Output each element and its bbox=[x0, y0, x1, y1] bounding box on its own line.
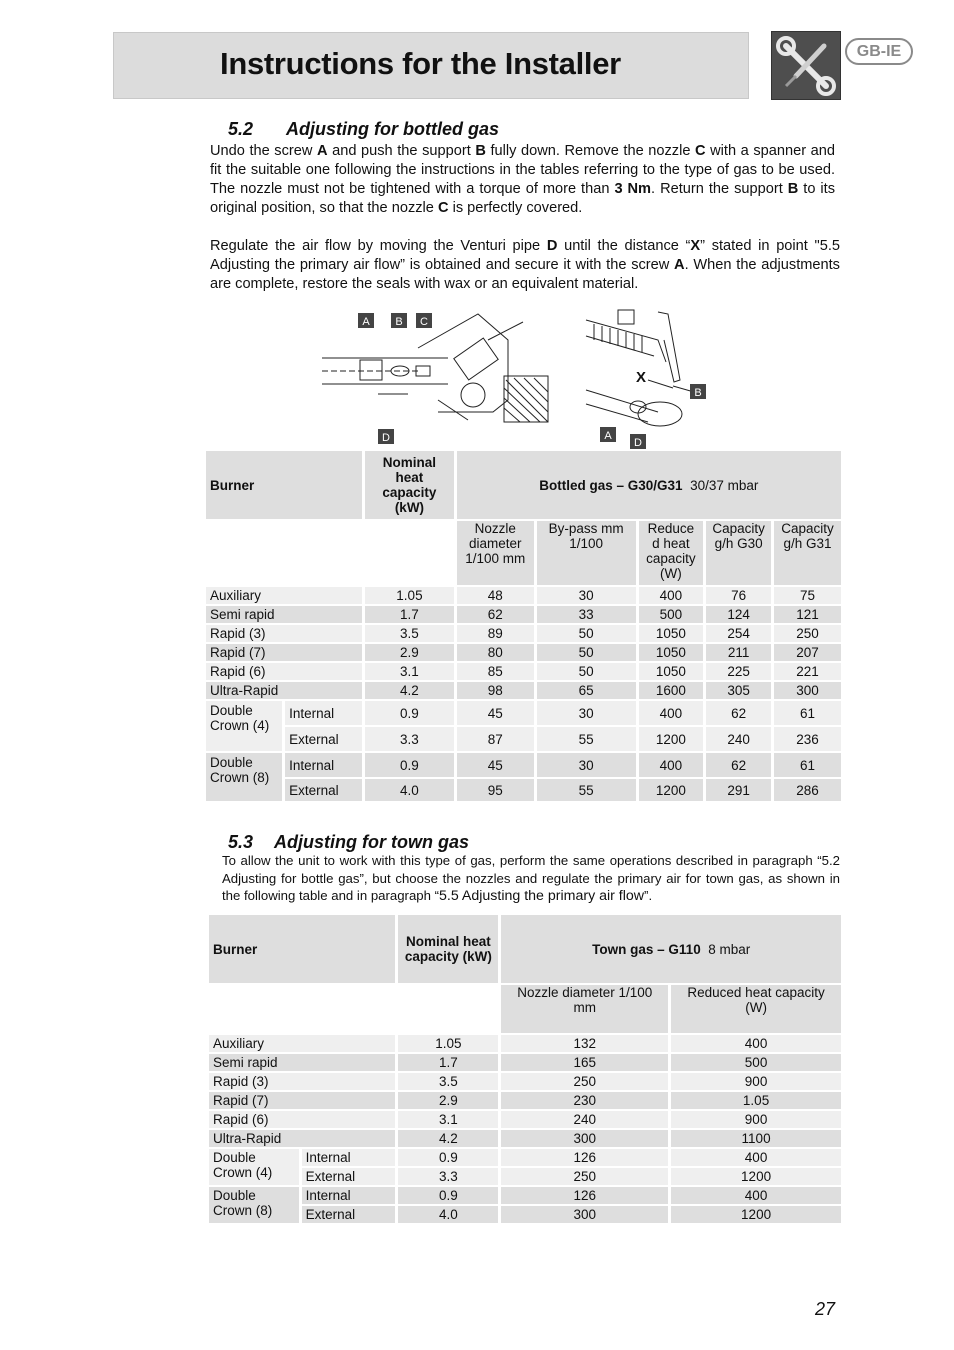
header-burner: Burner bbox=[209, 915, 395, 983]
table-row: Auxiliary 1.05 48 30 400 76 75 bbox=[206, 587, 841, 604]
section-5-2-heading bbox=[228, 119, 499, 140]
table-row: External 3.3 87 55 1200 240 236 bbox=[206, 727, 841, 751]
table-row: External 4.0 300 1200 bbox=[209, 1206, 841, 1223]
table-row: Rapid (3) 3.5 250 900 bbox=[209, 1073, 841, 1090]
table-row: Rapid (7) 2.9 230 1.05 bbox=[209, 1092, 841, 1109]
subheader-reduced: Reduced heat capacity (W) bbox=[671, 985, 841, 1033]
section-5-3-heading bbox=[228, 832, 469, 853]
subheader-g31: Capacity g/h G31 bbox=[774, 521, 841, 585]
table-row: External 3.3 250 1200 bbox=[209, 1168, 841, 1185]
header-band bbox=[113, 32, 749, 99]
section-number: 5.2 bbox=[228, 119, 254, 139]
header-nominal: Nominal heat capacity (kW) bbox=[398, 915, 498, 983]
header-nominal: Nominal heat capacity (kW) bbox=[365, 451, 453, 519]
paragraph-instructions-2: Regulate the air flow by moving the Venturi pipe D until the distance “X” stated in point "5.5 Adjusting the primary air flow” is obtained and secure it with the screw A. When the adjustments are complete, restore the seals with wax or an equivalent material. bbox=[210, 238, 840, 292]
table-subheader-row bbox=[209, 985, 841, 1033]
page-number: 27 bbox=[815, 1299, 836, 1319]
page-title: Instructions for the Installer bbox=[220, 46, 621, 81]
paragraph-instructions-1: Undo the screw A and push the support B fully down. Remove the nozzle C with a spanner and fit the suitable one following the instructions in the tables referring to the type of gas to be used. The nozzle must not be tightened with a torque of more than 3 Nm. Return the support B to its original position, so that the nozzle C is perfectly covered. bbox=[210, 143, 836, 216]
header-gas-type: Town gas – G110 8 mbar bbox=[501, 915, 841, 983]
section-title: Adjusting for town gas bbox=[274, 832, 469, 852]
label-b-right bbox=[690, 384, 706, 399]
svg-text:B: B bbox=[395, 316, 403, 328]
table-row: Double Crown (4) Internal 0.9 45 30 400 62 61 bbox=[206, 701, 841, 725]
table-row: Auxiliary 1.05 132 400 bbox=[209, 1035, 841, 1052]
label-x: X bbox=[636, 369, 647, 386]
label-c-left bbox=[416, 313, 432, 328]
table-row: External 4.0 95 55 1200 291 286 bbox=[206, 779, 841, 801]
table-row: Double Crown (8) Internal 0.9 45 30 400 62 61 bbox=[206, 753, 841, 777]
svg-text:D: D bbox=[634, 437, 642, 449]
subheader-nozzle: Nozzle diameter 1/100 mm bbox=[457, 521, 534, 585]
table-row: Rapid (3) 3.5 89 50 1050 254 250 bbox=[206, 625, 841, 642]
svg-text:B: B bbox=[694, 387, 702, 399]
section-title: Adjusting for bottled gas bbox=[286, 119, 499, 139]
table-subheader-row bbox=[206, 521, 841, 585]
paragraph-town-gas: To allow the unit to work with this type of gas, perform the same operations described in paragraph “5.2 Adjusting for bottle gas”, but choose the nozzles and regulate the primary air for town gas, as shown in the following table and in paragraph “5.5 Adjusting the primary air flow”. bbox=[222, 853, 840, 904]
table-row: Semi rapid 1.7 62 33 500 124 121 bbox=[206, 606, 841, 623]
table-header-row bbox=[209, 915, 841, 983]
town-gas-table bbox=[206, 913, 844, 1225]
table-row: Double Crown (8) Internal 0.9 126 400 bbox=[209, 1187, 841, 1204]
table-row: Semi rapid 1.7 165 500 bbox=[209, 1054, 841, 1071]
burner-adjustment-diagram bbox=[318, 300, 718, 450]
label-a-right bbox=[600, 427, 616, 442]
section-number: 5.3 bbox=[228, 832, 254, 852]
bottled-gas-table bbox=[203, 449, 844, 803]
table-row: Rapid (6) 3.1 85 50 1050 225 221 bbox=[206, 663, 841, 680]
language-badge: GB-IE bbox=[845, 38, 913, 65]
table-row: Ultra-Rapid 4.2 98 65 1600 305 300 bbox=[206, 682, 841, 699]
subheader-bypass: By-pass mm 1/100 bbox=[537, 521, 636, 585]
subheader-reduced: Reduce d heat capacity (W) bbox=[639, 521, 704, 585]
label-d-left bbox=[378, 429, 394, 444]
wrench-screwdriver-icon bbox=[771, 31, 841, 100]
svg-text:A: A bbox=[362, 316, 370, 328]
subheader-g30: Capacity g/h G30 bbox=[706, 521, 771, 585]
header-burner: Burner bbox=[206, 451, 362, 519]
table-row: Rapid (7) 2.9 80 50 1050 211 207 bbox=[206, 644, 841, 661]
table-row: Ultra-Rapid 4.2 300 1100 bbox=[209, 1130, 841, 1147]
subheader-nozzle: Nozzle diameter 1/100 mm bbox=[501, 985, 668, 1033]
svg-text:D: D bbox=[382, 432, 390, 444]
svg-text:A: A bbox=[604, 430, 612, 442]
table-row: Double Crown (4) Internal 0.9 126 400 bbox=[209, 1149, 841, 1166]
header-gas-type: Bottled gas – G30/G31 30/37 mbar bbox=[457, 451, 841, 519]
svg-text:C: C bbox=[420, 316, 428, 328]
table-row: Rapid (6) 3.1 240 900 bbox=[209, 1111, 841, 1128]
label-a-left bbox=[358, 313, 374, 328]
label-d-right bbox=[630, 434, 646, 449]
label-b-left bbox=[391, 313, 407, 328]
table-header-row bbox=[206, 451, 841, 519]
